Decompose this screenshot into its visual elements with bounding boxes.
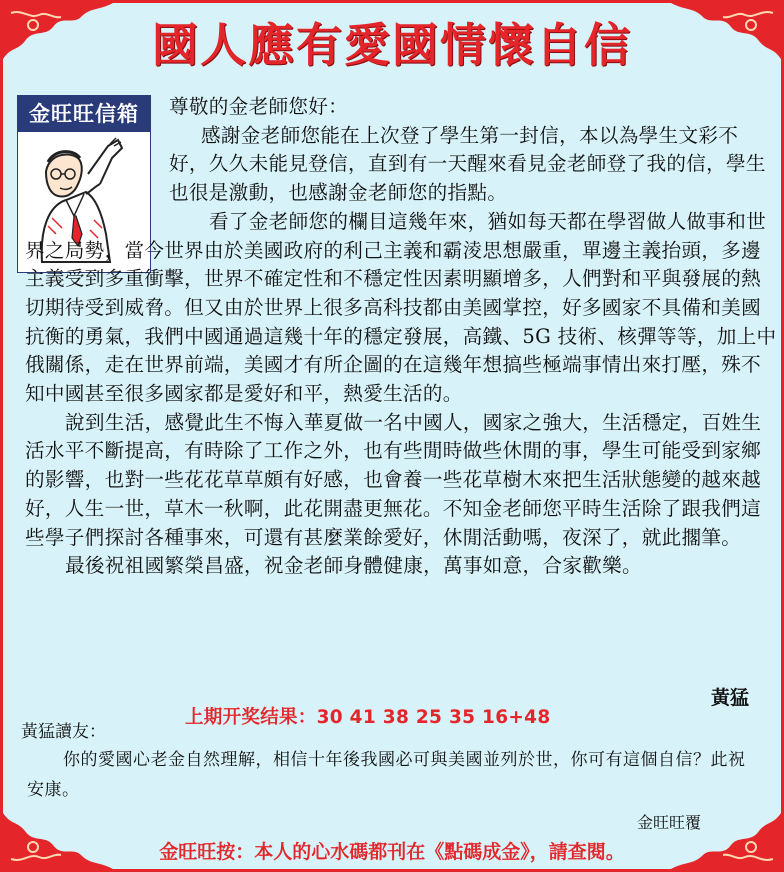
letter-paragraph: 感謝金老師您能在上次登了學生第一封信，本以為學生文彩不好，久久未能見登信，直到有一天醒來看見金老師登了我的信，學生也很是激動，也感謝金老師您的指點。 (169, 123, 766, 205)
lottery-result: 上期开奖结果：30 41 38 25 35 16+48 (185, 707, 551, 728)
letter-greeting: 尊敬的金老師您好： (169, 95, 349, 118)
letter-paragraph (25, 208, 777, 409)
reply-addressee: 黃猛讀友： (21, 722, 106, 742)
letter-author: 黃猛 (710, 687, 749, 709)
article-title: 國人應有愛國情懷自信 (152, 18, 632, 72)
letter-paragraph: 最後祝祖國繁榮昌盛，祝金老師身體健康，萬事如意，合家歡樂。 (65, 554, 642, 578)
reply-signature: 金旺旺覆 (636, 813, 701, 832)
reply-text: 你的愛國心老金自然理解，相信十年後我國必可與美國並列於世，你可有這個自信？此祝安康。 (27, 750, 746, 800)
footer-note: 金旺旺按：本人的心水碼都刊在《點碼成金》，請查閱。 (159, 841, 625, 863)
letter-paragraph-text: 看了金老師您的欄目這幾年來，猶如每天都在學習做人做事和世界之局勢，當今世界由於美國政府的利己主義和霸淩思想嚴重，單邊主義抬頭，多邊主義受到多重衝擊，世界不確定性和不穩定性因素明顯增多，人們對和平與發展的熱切期待受到威脅。但又由於世界上很多高科技都由美國掌控，好多國家不具備和美國抗衡的勇氣，我們中國通過這幾十年的穩定發展，高鐵、5G 技術、核彈等等，加上中俄關係，走在世界前端，美國才有所企圖的在這幾年想搞些極端事情出來打壓，殊不知中國甚至很多國家都是愛好和平，熱愛生活的。 (25, 209, 777, 406)
editor-reply (27, 745, 757, 805)
reader-letter (25, 93, 777, 581)
column-label: 金旺旺信箱 (18, 96, 150, 132)
letter-paragraph: 說到生活，感覺此生不悔入華夏做一名中國人，國家之強大，生活穩定，百姓生活水平不斷提高，有時除了工作之外，也有些閒時做些休閒的事，學生可能受到家鄉的影響，也對一些花花草草頗有好感，也會養一些花草樹木來把生活狀態變的越來越好，人生一世，草木一秋啊，此花開盡更無花。不知金老師您平時生活除了跟我們這些學子們探討各種事來，可還有甚麼業餘愛好，休閒活動嗎，夜深了，就此擱筆。 (25, 410, 762, 549)
